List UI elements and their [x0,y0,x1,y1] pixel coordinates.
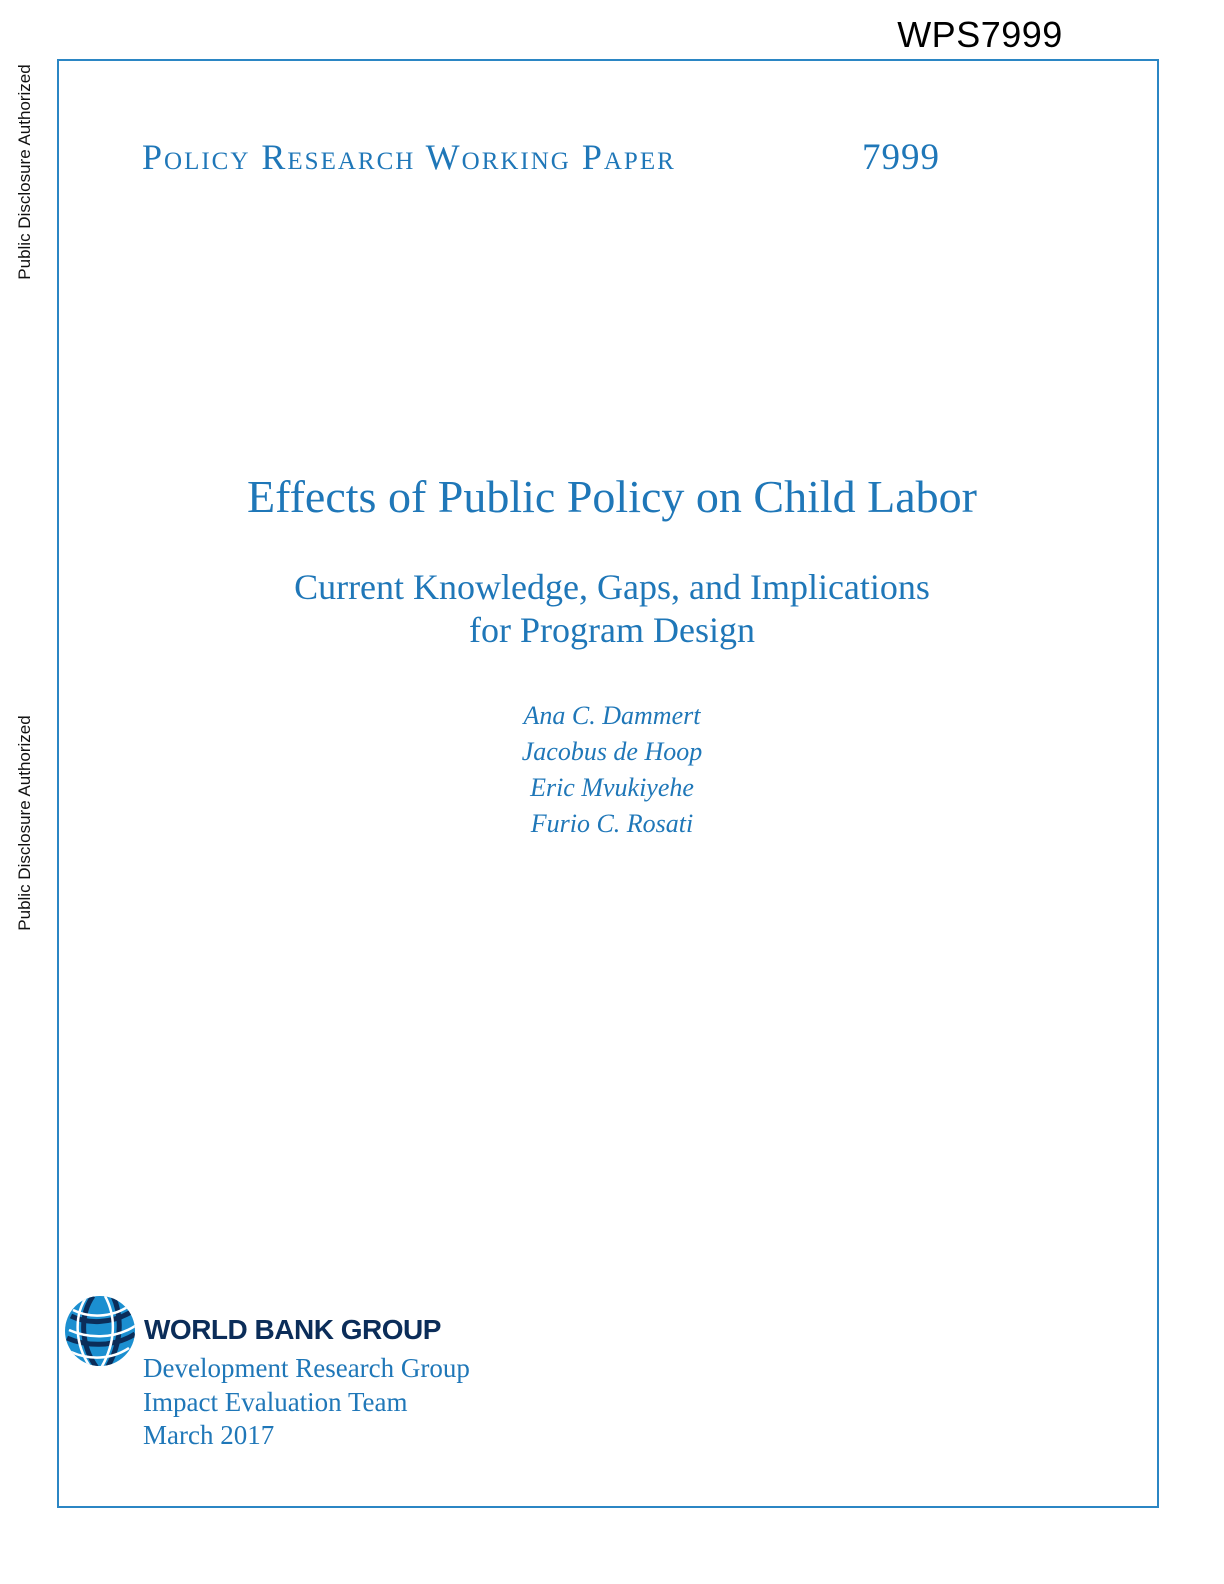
organization-name: WORLD BANK GROUP [144,1314,441,1345]
subtitle-line-2: for Program Design [469,610,755,650]
subtitle-line-1: Current Knowledge, Gaps, and Implications [294,567,930,607]
series-name: Policy Research Working Paper [142,137,676,177]
author-list [0,698,1224,842]
document-id: WPS7999 [897,14,1063,55]
footer-info [143,1352,470,1453]
team-name: Impact Evaluation Team [143,1386,408,1417]
paper-subtitle [0,566,1224,652]
author: Eric Mvukiyehe [530,773,694,802]
series-number: 7999 [862,137,940,178]
author: Ana C. Dammert [523,701,701,730]
author: Furio C. Rosati [530,809,694,838]
research-group: Development Research Group [143,1353,470,1383]
side-label-bottom: Public Disclosure Authorized [15,715,34,931]
world-bank-globe-icon [63,1294,137,1368]
side-label-top: Public Disclosure Authorized [15,64,34,280]
paper-title: Effects of Public Policy on Child Labor [247,471,977,522]
publication-date: March 2017 [143,1420,275,1450]
author: Jacobus de Hoop [521,737,703,766]
